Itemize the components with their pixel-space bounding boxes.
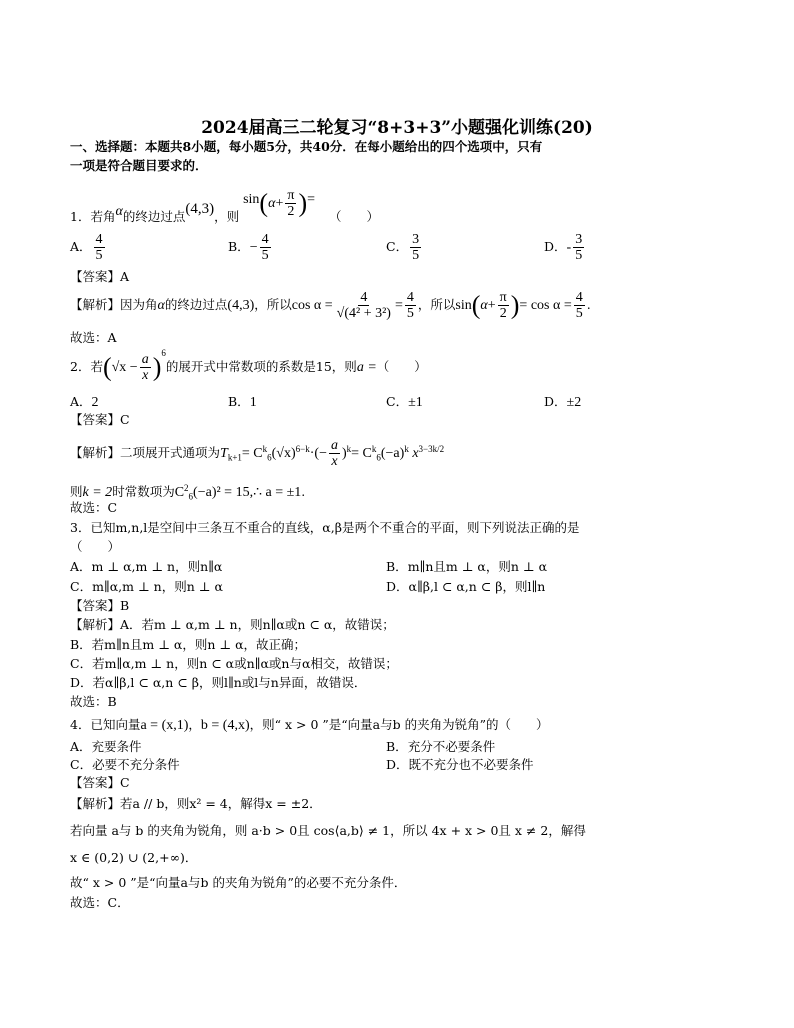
q3-stem: 3．已知m,n,l是空间中三条互不重合的直线，α,β是两个不重合的平面，则下列说法正确的是 <box>70 520 580 535</box>
q3-analysis-b: B．若m∥n且m ⊥ α，则n ⊥ α，故正确； <box>70 637 307 652</box>
q3-option-b: B．m∥n且m ⊥ α，则n ⊥ α <box>386 559 548 574</box>
q3-analysis-d: D．若α∥β,l ⊂ α,n ⊂ β，则l∥n或l与n异面，故错误． <box>70 675 367 690</box>
q1-option-c: C． $\frac{3}{5}$ <box>386 232 420 263</box>
q4-conclusion: 故选：C． <box>70 895 130 910</box>
q4-option-b: B．充分不必要条件 <box>386 739 496 754</box>
q1-option-a: A． $\frac{4}{5}$ <box>70 232 103 263</box>
document-title: 2024届高三二轮复习“8+3+3”小题强化训练(20) <box>201 118 593 138</box>
q2-option-a: A．2 <box>70 394 99 410</box>
section-heading-line2: 一项是符合题目要求的． <box>70 158 208 173</box>
q1-conclusion: 故选：A <box>70 330 117 345</box>
q4-answer: 【答案】C <box>70 775 130 790</box>
q1-analysis: 【解析】因为角α的终边过点(4,3)，所以cos α = $\frac{4}{\text{√(4² + 3²)}}$ = $\frac{4}{5}$ ，所以sin(α+ $\frac{\pi}{2}$ )= cos α = $\frac{4}{5}$ . <box>70 290 591 321</box>
q2-analysis: 【解析】二项展开式通项为$T_{k+1}= C^k_6(√x)^{6-k}\cdot(-$ $\frac{a}{x}$ )$^k= C^k_6(-a)^k$ $x^{3-3k/2}$ <box>70 438 445 469</box>
q2-conclusion: 故选：C <box>70 500 118 515</box>
q1-option-d: D．- $\frac{3}{5}$ <box>544 232 583 263</box>
section-heading-line1: 一、选择题：本题共8小题，每小题5分，共40分．在每小题给出的四个选项中，只有 <box>70 139 543 154</box>
q3-option-c: C．m∥α,m ⊥ n，则n ⊥ α <box>70 579 223 594</box>
q2-answer: 【答案】C <box>70 412 130 427</box>
q2-option-c: C．±1 <box>386 394 423 410</box>
q3-analysis-a: 【解析】A．若m ⊥ α,m ⊥ n，则n∥α或n ⊂ α，故错误； <box>70 617 395 632</box>
q2-stem: 2．若(√x − $\frac{a}{x}$ )$^6$的展开式中常数项的系数是15，则a =（ ） <box>70 347 427 383</box>
q4-stem: 4．已知向量a = (x,1)，b = (4,x)，则“ x > 0 ”是“向量a与b 的夹角为锐角”的（ ） <box>70 717 549 733</box>
q3-option-a: A．m ⊥ α,m ⊥ n，则n∥α <box>70 559 223 574</box>
q2-option-d: D．±2 <box>544 394 582 410</box>
q1-option-b: B．− $\frac{4}{5}$ <box>228 232 269 263</box>
q4-option-c: C．必要不充分条件 <box>70 757 180 772</box>
q2-option-b: B．1 <box>228 394 257 410</box>
q1-answer: 【答案】A <box>70 269 130 284</box>
q3-blank: （ ） <box>70 539 121 554</box>
q3-answer: 【答案】B <box>70 598 130 613</box>
q3-analysis-c: C．若m∥α,m ⊥ n，则n ⊂ α或n∥α或n与α相交，故错误； <box>70 656 398 671</box>
q4-analysis-2: 若向量 a与 b 的夹角为锐角，则 a·b > 0且 cos⟨a,b⟩ ≠ 1，所以 4x + x > 0且 x ≠ 2，解得 <box>70 823 586 838</box>
q4-option-d: D．既不充分也不必要条件 <box>386 757 534 772</box>
q4-analysis-1: 【解析】若a // b，则x² = 4，解得x = ±2． <box>70 796 322 811</box>
q3-conclusion: 故选：B <box>70 694 117 709</box>
q4-analysis-4: 故“ x > 0 ”是“向量a与b 的夹角为锐角”的必要不充分条件． <box>70 875 407 890</box>
q3-option-d: D．α∥β,l ⊂ α,n ⊂ β，则l∥n <box>386 579 546 594</box>
q4-analysis-3: x ∈ (0,2) ∪ (2,+∞)． <box>70 850 198 865</box>
q2-constant-line: 则k = 2时常数项为$C^2_6(-a)^2$ = 15,∴ a = ±1. <box>70 483 306 502</box>
q1-stem: 1．若角α的终边过点(4,3)，则 sin(α+ $\frac{\pi}{2}$ )= （ ） <box>70 188 380 224</box>
q4-option-a: A．充要条件 <box>70 739 142 754</box>
